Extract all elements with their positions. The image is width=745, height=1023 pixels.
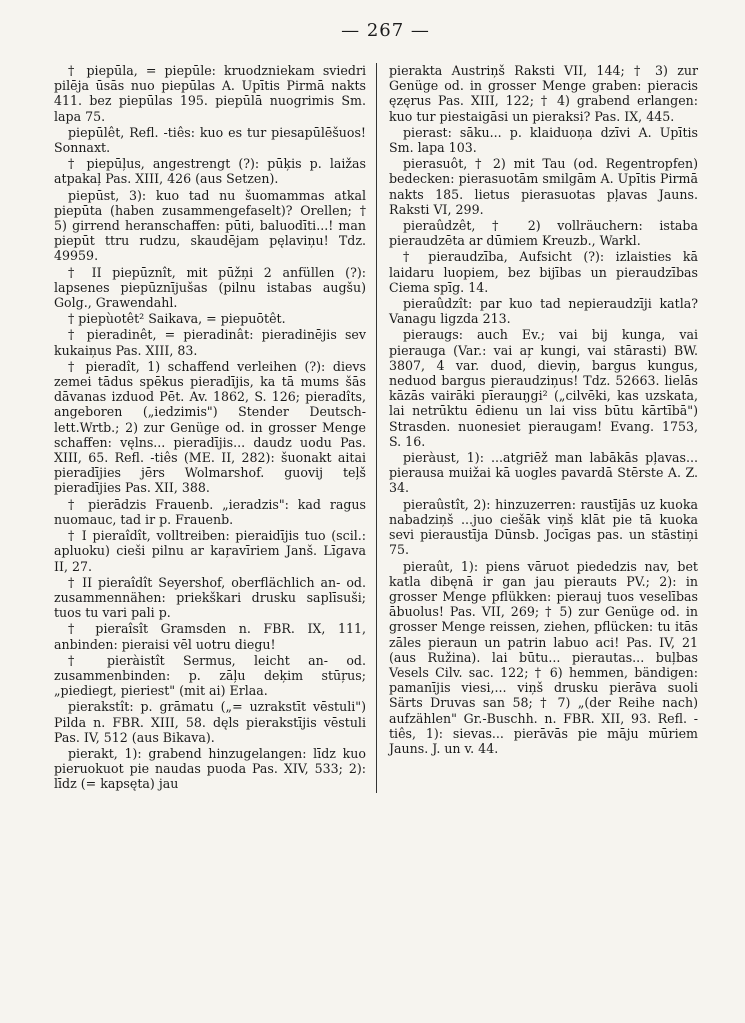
entry-pieraudzet: pieraûdzêt, † 2) vollräuchern: istaba pieraudzēta ar dūmiem Kreuzb., Warkl. — [389, 218, 698, 249]
page-number: — 267 — — [341, 20, 430, 41]
entry-pieradzis: † pierādzis Frauenb. „ieradzis": kad ragus nuomauc, tad ir p. Frauenb. — [54, 496, 366, 527]
entry-pierakt: pierakt, 1): grabend hinzugelangen: līdz kuo pieruokuot pie naudas puoda Pas. XIV, 533; 2): līdz (= kapsęta) jau — [54, 745, 366, 792]
entry-piepust: piepūst, 3): kuo tad nu šuomammas atkal piepūta (haben zusammengefaselt)? Orellen; † 5) girrend heranschaffen: pūti, baluodīti...! man piepūt ttru rudzu, skaudējam pęlaviņu! Tdz. 49959. — [54, 187, 366, 264]
entry-piepulus: † piepūļus, angestrengt (?): pūķis p. laižas atpakaļ Pas. XIII, 426 (aus Setzen). — [54, 156, 366, 187]
entry-piepula: † piepūla, = piepūle: kruodzniekam sviedri pilēja ūsās nuo piepūlas A. Upītis Pirmā nakts 411. bez piepūlas 195. piepūlā nuogrimis Sm. lapa 75. — [54, 63, 366, 124]
entry-pieraistit: † pieràistît Sermus, leicht an- od. zusammenbinden: p. zāļu deķim stūŗus; „piediegt, pieriest" (mit ai) Erlaa. — [54, 652, 366, 699]
entry-pierakstit: pierakstît: p. grāmatu („= uzrakstīt vēstuli") Pilda n. FBR. XIII, 58. dęls pierakstījis vēstuli Pas. IV, 512 (aus Bikava). — [54, 699, 366, 745]
left-column — [54, 63, 376, 793]
entry-pieraisit: † pieraîsît Gramsden n. FBR. IX, 111, anbinden: pieraisi vēl uotru diegu! — [54, 621, 366, 652]
entry-pieraudziba: † pieraudzība, Aufsicht (?): izlaisties kā laidaru luopiem, bez bijības un pieraudzības Ciema spīg. 14. — [389, 249, 698, 295]
entry-pieraut: pieraût, 1): piens vāruot piededzis nav, bet katla dibęnā ir gan jau pierauts PV.; 2): in grosser Menge pflükken: pierauj tuos veselības ābuolus! Pas. VII, 269; † 5) zur Genüge od. in grosser Menge reissen, ziehen, pflücken: tu itās zāles pieraun un patrin labuo aci! Pas. IV, 21 (aus Ružina). lai būtu... pierautas... buļbas Vesels Cilv. sac. 122; † 6) hemmen, bändigen: pamanījis viesi,... viņš drusku pierāva suoli Särts Druvas san 58; † 7) „(der Reihe nach) aufzählen" Gr.-Buschh. n. FBR. XII, 93. Refl. -tiês, 1): sievas... pierāvās pie māju mūriem Jauns. J. un v. 44. — [389, 558, 698, 756]
entry-pieradinet: † pieradinêt, = pieradinât: pieradinējis sev kukaiņus Pas. XIII, 83. — [54, 327, 366, 358]
entry-pieradit: † pieradît, 1) schaffend verleihen (?): dievs zemei tādus spēkus pieradījis, ka tā mums šās dāvanas izduod Pēt. Av. 1862, S. 126; pieradîts, angeboren („iedzimis") Stender Deutsch-lett.Wrtb.; 2) zur Genüge od. in grosser Menge schaffen: vęlns... pieradījis... daudz uodu Pas. XIII, 65. Refl. -tiês (ME. II, 282): šuonakt aitai pieradījies jērs Wolmarshof. guovij teļš pieradījies Pas. XII, 388. — [54, 358, 366, 496]
entry-pieraudzit: pieraûdzît: par kuo tad nepieraudzīji katla? Vanagu ligzda 213. — [389, 296, 698, 327]
text-columns — [54, 63, 717, 793]
entry-pieraustit: pieraûstît, 2): hinzuzerren: raustījās uz kuoka nabadziņš ...juo ciešāk viņš klāt pie tā kuoka sevi pieraustīja Dūnsb. Jocīgas pas. un stāstiņi 75. — [389, 496, 698, 558]
entry-pieraidit-1: † I pieraîdît, volltreiben: pieraidījis tuo (scil.: apluoku) cieši pilnu ar kaŗavīriem Janš. Līgava II, 27. — [54, 528, 366, 574]
entry-pieraidit-2: † II pieraîdît Seyershof, oberflächlich an- od. zusammennähen: priekškari drusku saplīsuši; tuos tu vari pali p. — [54, 574, 366, 621]
right-column — [376, 63, 698, 793]
entry-piepuotet: † piepùotêt² Saikava, = piepuōtêt. — [68, 311, 286, 327]
entry-pieraust: pieràust, 1): ...atgriēž man labākās pļavas... pierausa muižai kā uogles pavardā Stērste A. Z. 34. — [389, 450, 698, 496]
entry-pieraugs: pieraugs: auch Ev.; vai bij kunga, vai pierauga (Var.: vai aŗ kungi, vai stārasti) BW. 3807, 4 var. duod, dieviņ, bargus kungus, neduod bargus pieraudziņus! Tdz. 52663. lielās kāzās vairāki pīerauŋgi² („cilvēki, kas uzskata, lai netrūktu ēdienu un lai viss būtu kārtībā") Strasden. nuonesiet pieraugam! Evang. 1753, S. 16. — [389, 327, 698, 449]
entry-pierast: pierast: sāku... p. klaiduoņa dzīvi A. Upītis Sm. lapa 103. — [389, 124, 698, 156]
entry-piepuznit: † II piepūznît, mit pūžņi 2 anfüllen (?): lapsenes piepūznījušas (pilnu istabas augšu) Golg., Grawendahl. — [54, 264, 366, 311]
entry-piepulet: piepūlêt, Refl. -tiês: kuo es tur piesapūlēšuos! Sonnaxt. — [54, 124, 366, 156]
entry-pierakt-cont: pierakta Austriņš Raksti VII, 144; † 3) zur Genüge od. in grosser Menge graben: pieracis ęzęrus Pas. XIII, 122; † 4) grabend erlangen: kuo tur piestaigāsi un pieraksi? Pas. IX, 445. — [389, 63, 698, 124]
entry-pierasuot: pierasuôt, † 2) mit Tau (od. Regentropfen) bedecken: pierasuotām smilgām A. Upītis Pirmā nakts 185. lietus pierasuotas pļavas Jauns. Raksti VI, 299. — [389, 156, 698, 217]
